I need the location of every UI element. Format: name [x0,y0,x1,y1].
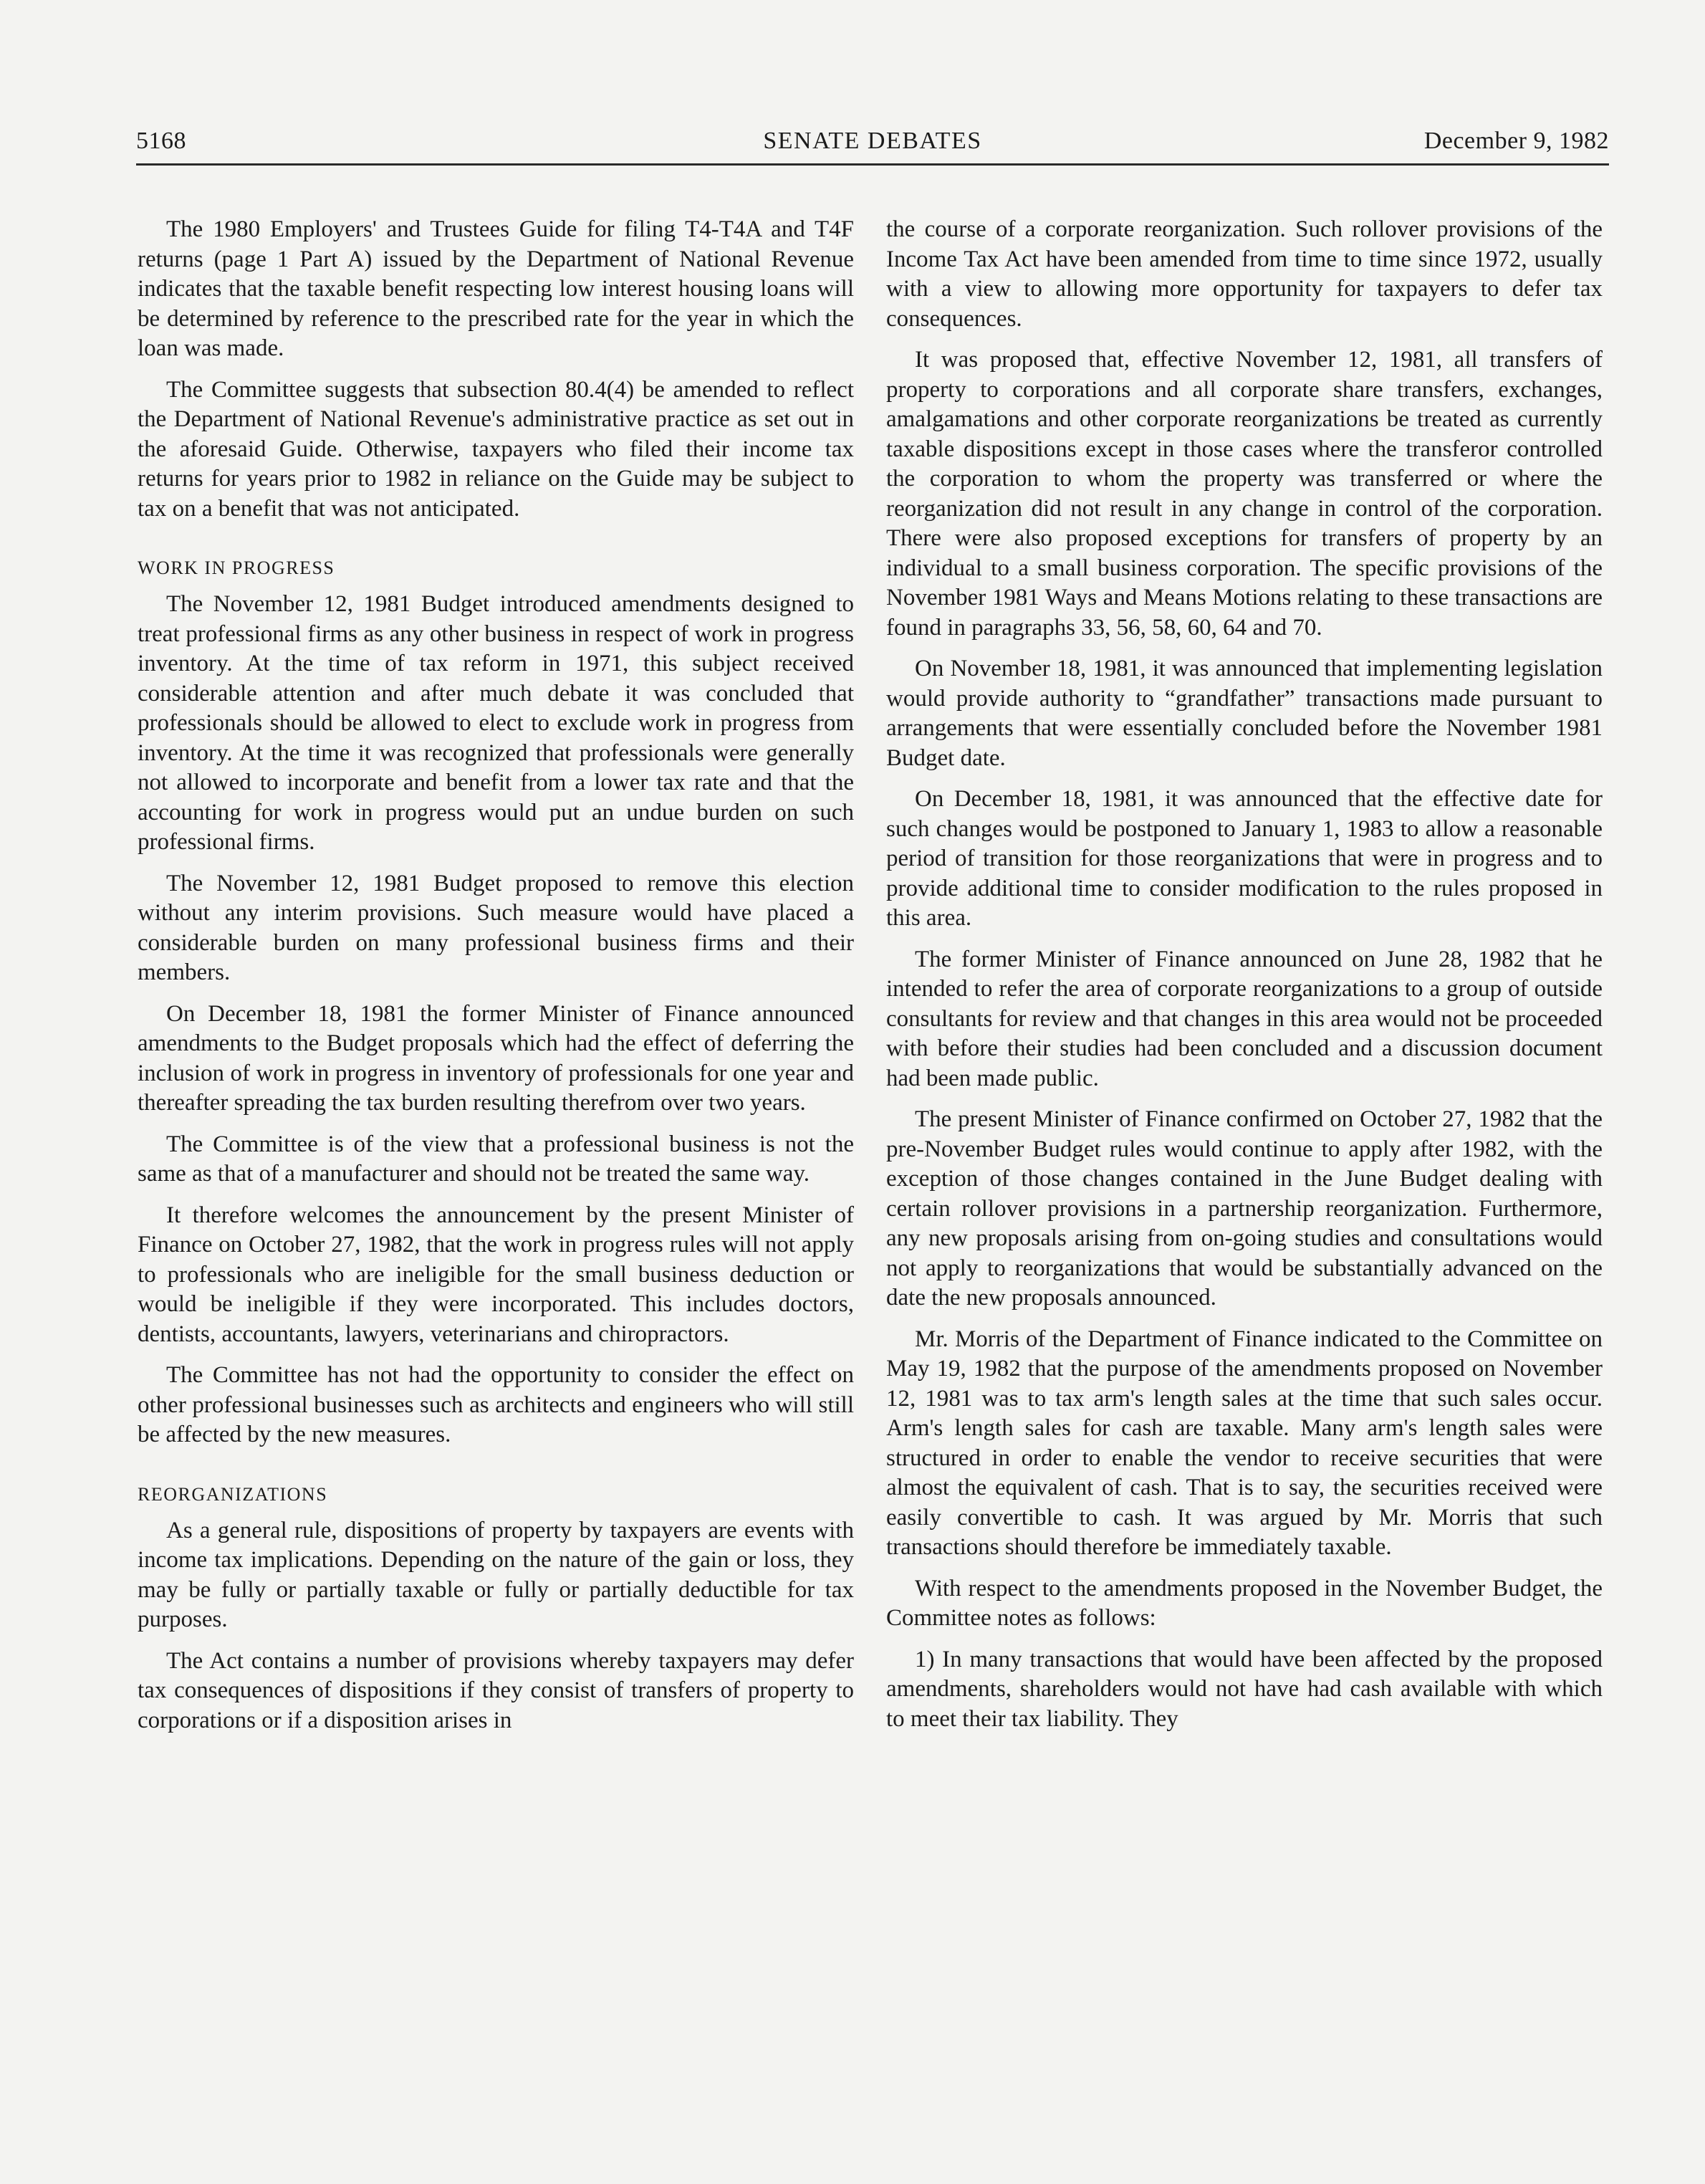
paragraph-continued: the course of a corporate reorganization. Such rollover provisions of the Income Tax Act have been amended from time to time since 1972, usually with a view to allowing more opportunity for taxpayers to defer tax consequences. [886,216,1603,332]
paragraph: It therefore welcomes the announcement by the present Minister of Finance on October 27, 1982, that the work in progress rules will not apply to professionals who are ineligible for the small business deduction or would be ineligible if they were incorporated. This includes doctors, dentists, accountants, lawyers, veterinarians and chiropractors. [138,1202,854,1347]
numbered-item: 1) In many transactions that would have been affected by the proposed amendments, shareholders would not have had cash available with which to meet their tax liability. They [886,1646,1603,1732]
paragraph: On December 18, 1981 the former Minister of Finance announced amendments to the Budget proposals which had the effect of deferring the inclusion of work in progress in inventory of professionals for one year and thereafter spreading the tax burden resulting therefrom over two years. [138,1000,854,1116]
paragraph: The Act contains a number of provisions whereby taxpayers may defer tax consequences of dispositions if they consist of transfers of property to corporations or if a disposition arises in [138,1647,854,1733]
section-heading-reorganizations: REORGANIZATIONS [138,1483,328,1505]
page-number: 5168 [136,128,186,154]
paragraph: On December 18, 1981, it was announced that the effective date for such changes would be postponed to January 1, 1983 to allow a reasonable period of transition for those reorganizations that were in progress and to provide additional time to consider modification to the rules proposed in this area. [886,786,1603,931]
paragraph: The November 12, 1981 Budget proposed to remove this election without any interim provisions. Such measure would have placed a considerable burden on many professional business firms and their members. [138,870,854,985]
paragraph: The present Minister of Finance confirmed on October 27, 1982 that the pre-November Budget rules would continue to apply after 1982, with the exception of those changes contained in the June Budget dealing with certain rollover provisions in a partnership reorganization. Furthermore, any new proposals arising from on-going studies and consultations would not apply to reorganizations that would be substantially advanced on the date the new proposals announced. [886,1106,1603,1311]
section-heading-work-in-progress: WORK IN PROGRESS [138,557,335,578]
paragraph: It was proposed that, effective November 12, 1981, all transfers of property to corporations and all corporate share transfers, exchanges, amalgamations and other corporate reorganizations be treated as currently taxable dispositions except in those cases where the transferor controlled the corporation to whom the property was transferred or where the reorganization did not result in any change in control of the corporation. There were also proposed exceptions for transfers of property by an individual to a small business corporation. The specific provisions of the November 1981 Ways and Means Motions relating to these transactions are found in paragraphs 33, 56, 58, 60, 64 and 70. [886,347,1603,641]
paragraph: The Committee has not had the opportunity to consider the effect on other professional businesses such as architects and engineers who will still be affected by the new measures. [138,1362,854,1447]
paragraph: Mr. Morris of the Department of Finance indicated to the Committee on May 19, 1982 that the purpose of the amendments proposed on November 12, 1981 was to tax arm's length sales at the time that such sales occur. Arm's length sales for cash are taxable. Many arm's length sales were structured in order to enable the vendor to receive securities that were almost the equivalent of cash. That is to say, the securities received were easily convertible to cash. It was argued by Mr. Morris that such transactions should therefore be immediately taxable. [886,1326,1603,1560]
header-rule [136,163,1609,166]
publication-title: SENATE DEBATES [763,128,982,154]
right-column [886,215,1603,1745]
left-column [138,215,854,1747]
paragraph: With respect to the amendments proposed in the November Budget, the Committee notes as follows: [886,1575,1603,1631]
paragraph: The Committee suggests that subsection 80.4(4) be amended to reflect the Department of National Revenue's administrative practice as set out in the aforesaid Guide. Otherwise, taxpayers who filed their income tax returns for years prior to 1982 in reliance on the Guide may be subject to tax on a benefit that was not anticipated. [138,376,854,522]
paragraph: The November 12, 1981 Budget introduced amendments designed to treat professional firms as any other business in respect of work in progress inventory. At the time of tax reform in 1971, this subject received considerable attention and after much debate it was concluded that professionals should be allowed to elect to exclude work in progress from inventory. At the time it was recognized that professionals were generally not allowed to incorporate and benefit from a lower tax rate and that the accounting for work in progress would put an undue burden on such professional firms. [138,591,854,855]
publication-date: December 9, 1982 [1423,128,1609,154]
paragraph: On November 18, 1981, it was announced that implementing legislation would provide authority to “grandfather” transactions made pursuant to arrangements that were essentially concluded before the November 1981 Budget date. [886,656,1603,771]
paragraph: The Committee is of the view that a professional business is not the same as that of a manufacturer and should not be treated the same way. [138,1131,854,1187]
page-header [136,128,1609,159]
paragraph: As a general rule, dispositions of property by taxpayers are events with income tax implications. Depending on the nature of the gain or loss, they may be fully or partially taxable or fully or partially deductible for tax purposes. [138,1517,854,1632]
paragraph: The 1980 Employers' and Trustees Guide for filing T4-T4A and T4F returns (page 1 Part A) issued by the Department of National Revenue indicates that the taxable benefit respecting low interest housing loans will be determined by reference to the prescribed rate for the year in which the loan was made. [138,216,854,361]
paragraph: The former Minister of Finance announced on June 28, 1982 that he intended to refer the area of corporate reorganizations to a group of outside consultants for review and that changes in this area would not be proceeded with before their studies had been concluded and a discussion document had been made public. [886,946,1603,1091]
